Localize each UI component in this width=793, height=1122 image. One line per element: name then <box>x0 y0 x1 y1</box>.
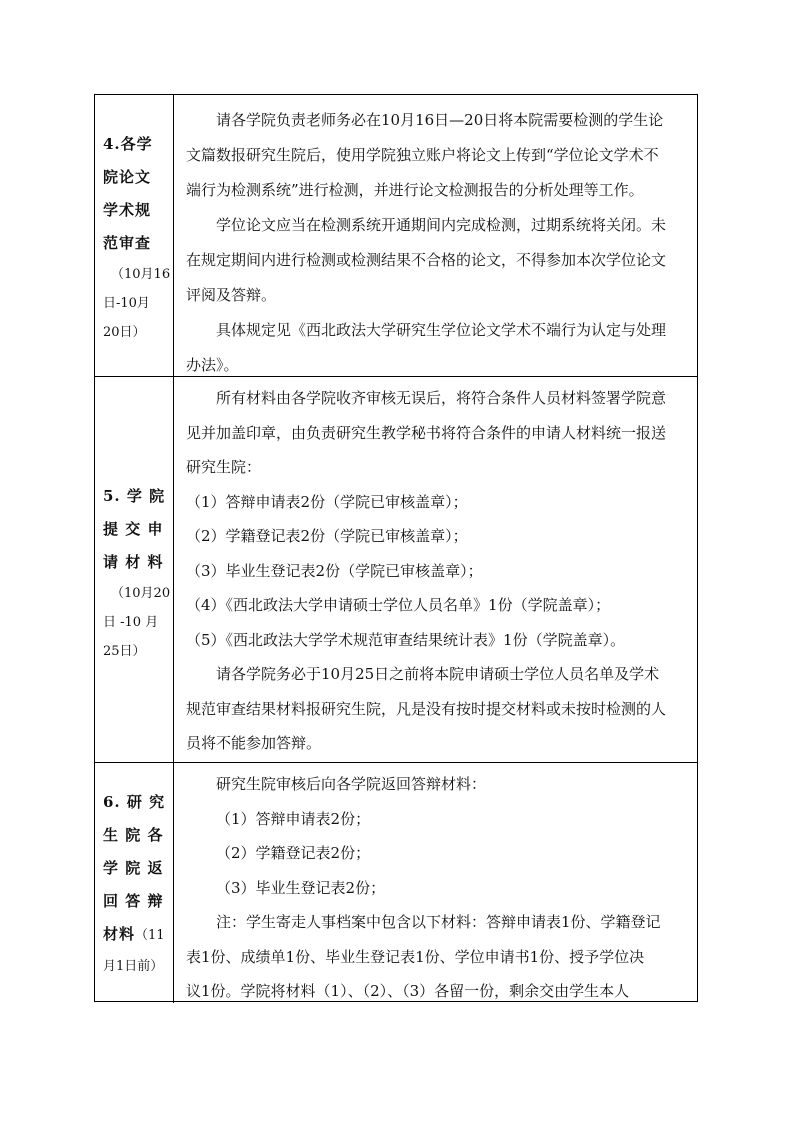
text-line: 学位论文应当在检测系统开通期间内完成检测，过期系统将关闭。未 <box>216 216 667 234</box>
section-5-content-cell <box>174 377 697 762</box>
section-5-title-line: 提 交 申 <box>103 519 164 538</box>
section-6-title-line: 回 答 辩 <box>103 891 164 910</box>
section-5-title-line: 请 材 料 <box>103 552 164 571</box>
section-4-title-line: 4.各学 <box>103 135 153 153</box>
list-item: （5）《西北政法大学学术规范审查结果统计表》1份（学院盖章）。 <box>186 630 626 649</box>
section-6-title-line: 6. 研 究 <box>103 792 166 811</box>
text-line: 评阅及答辩。 <box>186 286 277 304</box>
text-line: 员将不能参加答辩。 <box>186 734 322 752</box>
section-6-intro: 研究生院审核后向各学院返回答辩材料： <box>216 775 487 793</box>
section-6-title-line: 生 院 各 <box>103 825 164 844</box>
section-6-title-line <box>103 918 167 952</box>
text-line: 规范审查结果材料报研究生院，凡是没有按时提交材料或未按时检测的人 <box>186 699 667 718</box>
text-line: 所有材料由各学院收齐审核无误后，将符合条件人员材料签署学院意 <box>216 389 667 407</box>
section-5-date-line: 25日） <box>103 643 146 659</box>
section-6-content-cell <box>174 763 697 1003</box>
list-item: （2）学籍登记表2份（学院已审核盖章）； <box>186 527 468 545</box>
list-item: （1）答辩申请表2份； <box>216 809 371 828</box>
section-5-title-line: 5. 学 院 <box>103 486 166 505</box>
list-item: （2）学籍登记表2份； <box>216 844 371 862</box>
text-line: 办法》。 <box>186 356 239 374</box>
list-item: （3）毕业生登记表2份（学院已审核盖章）； <box>186 561 483 580</box>
section-4-date-line: （10月16 <box>111 267 171 282</box>
section-6-title-line: 学 院 返 <box>103 858 164 877</box>
table-row-section-6 <box>95 763 697 1003</box>
text-line: 研究生院： <box>186 458 262 476</box>
section-4-date-line: 日-10月 <box>103 296 150 311</box>
section-4-title-line: 学术规 <box>103 201 152 219</box>
text-line: 在规定期间内进行检测或检测结果不合格的论文，不得参加本次学位论文 <box>186 251 667 269</box>
table-row-section-4 <box>95 95 697 377</box>
text-line: 表1份、成绩单1份、毕业生登记表1份、学位申请书1份、授予学位决 <box>186 947 645 966</box>
document-table <box>94 94 698 1002</box>
section-6-date-start: （11 <box>135 927 165 943</box>
section-4-title-line: 院论文 <box>103 168 152 186</box>
list-item: （3）毕业生登记表2份； <box>216 878 386 897</box>
section-4-paragraph-2 <box>186 208 687 313</box>
section-6-title-cell <box>95 763 173 1003</box>
text-line: 端行为检测系统”进行检测，并进行论文检测报告的分析处理等工作。 <box>186 181 644 199</box>
section-5-date-line: （10月20 <box>111 585 171 601</box>
list-item: （4）《西北政法大学申请硕士学位人员名单》1份（学院盖章）； <box>186 596 611 614</box>
section-4-title-line: 范审查 <box>103 234 152 252</box>
section-6-note <box>186 905 687 1009</box>
section-4-date-line: 20日） <box>103 325 146 340</box>
section-5-outro <box>186 657 687 761</box>
section-6-title-last: 材料 <box>103 924 136 943</box>
text-line: 具体规定见《西北政法大学研究生学位论文学术不端行为认定与处理 <box>216 321 667 339</box>
section-5-intro <box>186 381 687 485</box>
section-5-title-cell <box>95 377 173 762</box>
text-line: 请各学院负责老师务必在10月16日—20日将本院需要检测的学生论 <box>216 111 664 129</box>
section-4-paragraph-1 <box>186 103 687 208</box>
text-line: 请各学院务必于10月25日之前将本院申请硕士学位人员名单及学术 <box>216 665 660 683</box>
text-line: 文篇数报研究生院后，使用学院独立账户将论文上传到“学位论文学术不 <box>186 146 659 164</box>
list-item: （1）答辩申请表2份（学院已审核盖章）； <box>186 492 468 511</box>
text-line: 议1份。学院将材料（1）、（2）、（3）各留一份，剩余交由学生本人 <box>186 982 630 1000</box>
table-row-section-5 <box>95 377 697 763</box>
text-line: 注：学生寄走人事档案中包含以下材料：答辩申请表1份、学籍登记 <box>216 913 661 931</box>
section-5-date-line: 日 -10 月 <box>103 614 159 630</box>
section-4-title-cell <box>95 95 173 376</box>
section-6-date-line: 月1日前） <box>103 958 164 974</box>
text-line: 见并加盖印章，由负责研究生教学秘书将符合条件的申请人材料统一报送 <box>186 423 667 442</box>
section-4-paragraph-3 <box>186 313 687 383</box>
section-4-content-cell <box>174 95 697 376</box>
